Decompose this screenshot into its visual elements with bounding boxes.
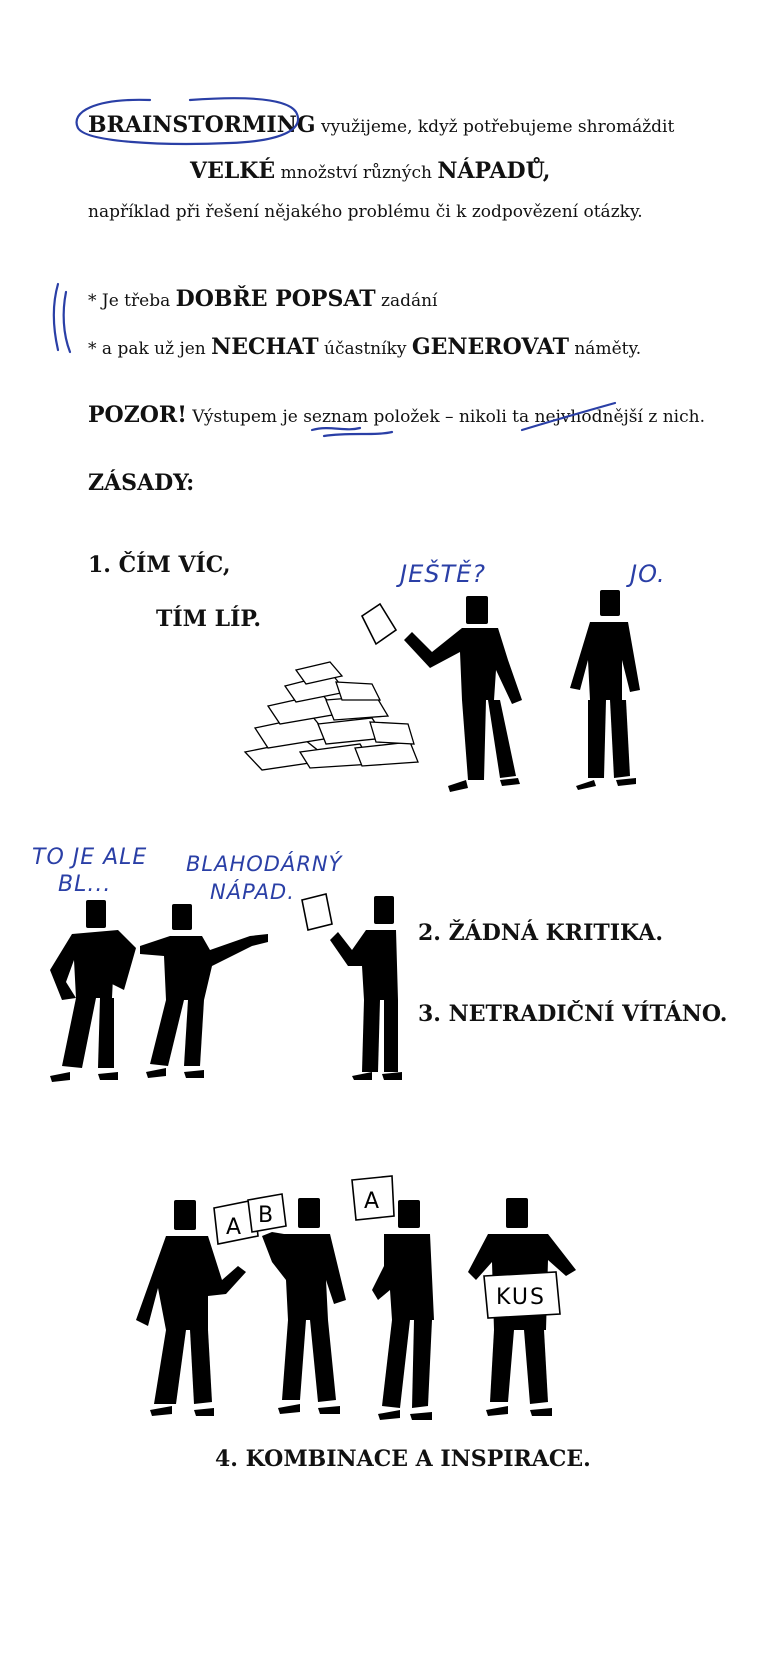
- seznam-underline: [312, 428, 360, 430]
- bullet-2-em2: GENEROVAT: [411, 334, 569, 360]
- rule-1b: TÍM LÍP.: [156, 606, 261, 632]
- pozor-text-c: z nich.: [648, 407, 705, 427]
- pozor-seznam: seznam: [303, 407, 369, 427]
- bullet-2-em: NECHAT: [211, 334, 319, 360]
- pen-annotations: [54, 98, 615, 436]
- bullet-1-pre: * Je třeba: [88, 291, 171, 311]
- stick-figure-2: [570, 590, 640, 790]
- card-ab-b-text: B: [258, 1203, 274, 1228]
- pozor-label: POZOR!: [88, 402, 187, 428]
- bullet-2-post: náměty.: [574, 339, 642, 359]
- margin-stroke-2: [64, 292, 70, 352]
- paper-sheet-icon-1: [362, 604, 396, 644]
- hand-jeste: JEŠTĚ?: [400, 560, 487, 588]
- pozor-text-a: Výstupem je: [192, 407, 298, 427]
- napadu-term: NÁPADŮ,: [437, 158, 551, 184]
- brainstorming-circle: [77, 98, 299, 144]
- bullet-1-post: zadání: [380, 291, 438, 311]
- rule-4: 4. KOMBINACE A INSPIRACE.: [215, 1446, 591, 1472]
- hand-jo: JO.: [630, 560, 666, 588]
- hand-to-je-ale-1: TO JE ALE: [32, 845, 148, 870]
- nejvhodnejsi-strike: [522, 403, 615, 430]
- intro-line-3: například při řešení nějakého problému či k zodpovězení otázky.: [88, 202, 643, 222]
- bullet-2-pre: * a pak už jen: [88, 339, 206, 359]
- hand-blahodarny-1: BLAHODÁRNÝ: [186, 852, 343, 876]
- stick-figure-3: [50, 900, 136, 1082]
- brainstorming-term: BRAINSTORMING: [88, 112, 316, 138]
- hand-blahodarny-2: NÁPAD.: [210, 880, 295, 904]
- stick-figure-8: [372, 1200, 434, 1420]
- paper-pile-icon: [245, 662, 418, 770]
- bullet-2-mid: účastníky: [324, 339, 407, 359]
- rule-3: 3. NETRADIČNÍ VÍTÁNO.: [418, 1001, 728, 1027]
- rule-1a: 1. ČÍM VÍC,: [88, 552, 231, 578]
- paper-sheet-icon-2: [302, 894, 332, 930]
- sign-kus-text: KUS: [496, 1285, 546, 1310]
- stick-figure-7: [262, 1198, 346, 1414]
- card-ab-a-text: A: [226, 1215, 242, 1240]
- pozor-text-b: položek – nikoli ta: [373, 407, 530, 427]
- card-a-text: A: [364, 1189, 380, 1214]
- velke-term: VELKÉ: [190, 158, 276, 184]
- stick-figure-5: [302, 894, 402, 1080]
- margin-stroke-1: [54, 284, 58, 350]
- polozek-underline: [324, 432, 392, 436]
- intro-line-1-rest: využijeme, když potřebujeme shromáždit: [321, 117, 675, 137]
- mnozstvi-text: množství různých: [280, 163, 432, 183]
- pozor-nejvhodnejsi: nejvhodnější: [534, 407, 643, 427]
- stick-figure-4: [140, 904, 268, 1078]
- hand-to-je-ale-2: BL...: [58, 872, 112, 897]
- bullet-1-em: DOBŘE POPSAT: [175, 286, 376, 312]
- zasady-heading: ZÁSADY:: [88, 470, 195, 496]
- rule-2: 2. ŽÁDNÁ KRITIKA.: [418, 920, 663, 946]
